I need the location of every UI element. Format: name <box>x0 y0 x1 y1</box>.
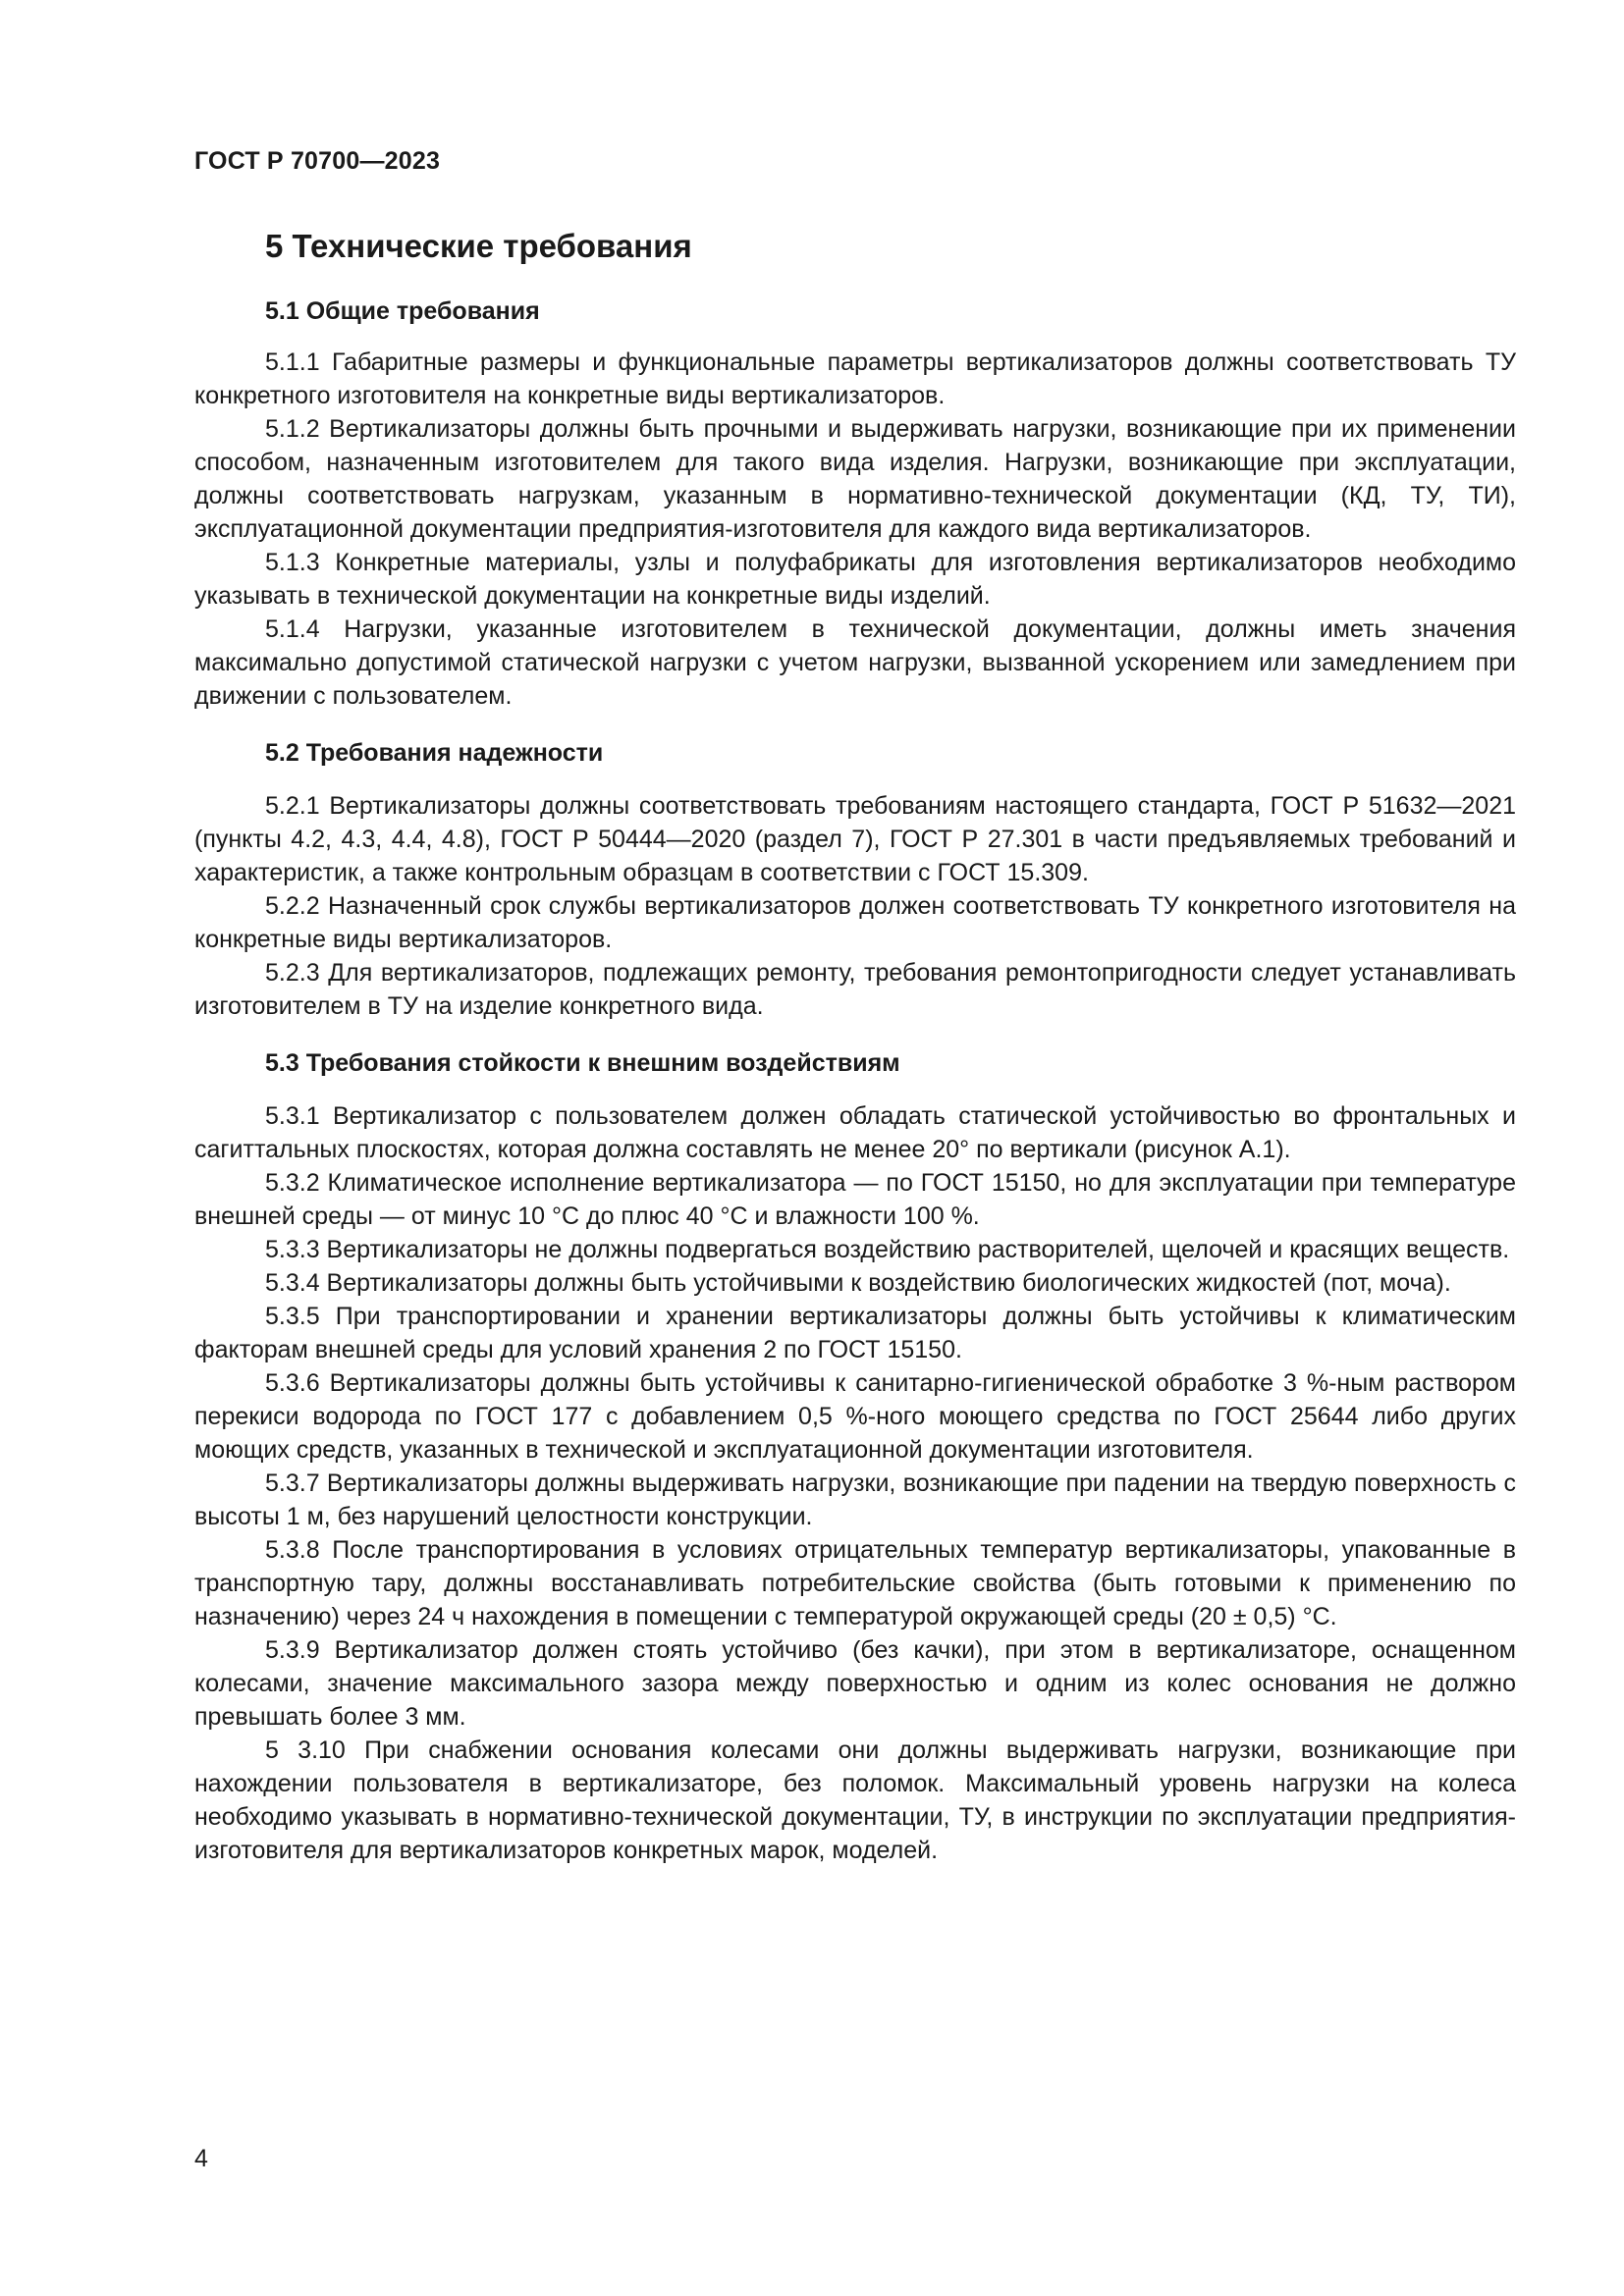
subsection-resistance-requirements <box>194 1046 1516 1867</box>
page-number: 4 <box>194 2145 208 2172</box>
paragraph-5-3-1: 5.3.1 Вертикализатор с пользователем должен обладать статической устойчивостью во фронтальных и сагиттальных плоскостях, которая должна составлять не менее 20° по вертикали (рисунок А.1). <box>194 1102 1516 1163</box>
paragraph-5-3-3: 5.3.3 Вертикализаторы не должны подвергаться воздействию растворителей, щелочей и красящих веществ. <box>265 1236 1510 1263</box>
paragraph-5-1-1: 5.1.1 Габаритные размеры и функциональные параметры вертикализаторов должны соответствовать ТУ конкретного изготовителя на конкретные виды вертикализаторов. <box>194 348 1516 409</box>
paragraph-5-1-2: 5.1.2 Вертикализаторы должны быть прочными и выдерживать нагрузки, возникающие при их применении способом, назначенным изготовителем для такого вида изделия. Нагрузки, возникающие при эксплуатации, должны соответствовать нагрузкам, указанным в нормативно-технической документации (КД, ТУ, ТИ), эксплуатационной документации предприятия-изготовителя для каждого вида вертикализаторов. <box>194 415 1516 543</box>
paragraph-5-2-2: 5.2.2 Назначенный срок службы вертикализаторов должен соответствовать ТУ конкретного изготовителя на конкретные виды вертикализаторов. <box>194 892 1516 953</box>
section-title: 5 Технические требования <box>265 228 692 264</box>
document-code-header: ГОСТ Р 70700—2023 <box>194 147 441 175</box>
paragraph-5-3-6: 5.3.6 Вертикализаторы должны быть устойчивы к санитарно-гигиенической обработке 3 %-ным раствором перекиси водорода по ГОСТ 177 с добавлением 0,5 %-ного моющего средства по ГОСТ 25644 либо других моющих средств, указанных в технической и эксплуатационной документации изготовителя. <box>194 1369 1516 1464</box>
paragraph-5-3-2: 5.3.2 Климатическое исполнение вертикализатора — по ГОСТ 15150, но для эксплуатации при температуре внешней среды — от минус 10 °С до плюс 40 °С и влажности 100 %. <box>194 1169 1516 1230</box>
paragraph-5-3-8: 5.3.8 После транспортирования в условиях отрицательных температур вертикализаторы, упакованные в транспортную тару, должны восстанавливать потребительские свойства (быть готовыми к применению по назначению) через 24 ч нахождения в помещении с температурой окружающей среды (20 ± 0,5) °С. <box>194 1536 1516 1630</box>
paragraph-5-3-7: 5.3.7 Вертикализаторы должны выдерживать нагрузки, возникающие при падении на твердую поверхность с высоты 1 м, без нарушений целостности конструкции. <box>194 1469 1516 1530</box>
subsection-title: 5.1 Общие требования <box>265 297 540 325</box>
paragraph-5-2-3: 5.2.3 Для вертикализаторов, подлежащих ремонту, требования ремонтопригодности следует устанавливать изготовителем в ТУ на изделие конкретного вида. <box>194 959 1516 1020</box>
document-page <box>194 147 1516 2189</box>
paragraph-5-1-3: 5.1.3 Конкретные материалы, узлы и полуфабрикаты для изготовления вертикализаторов необходимо указывать в технической документации на конкретные виды изделий. <box>194 549 1516 610</box>
section-body <box>194 294 1516 1867</box>
paragraph-5-1-4: 5.1.4 Нагрузки, указанные изготовителем в технической документации, должны иметь значения максимально допустимой статической нагрузки с учетом нагрузки, вызванной ускорением или замедлением при движении с пользователем. <box>194 615 1516 710</box>
subsection-title: 5.3 Требования стойкости к внешним воздействиям <box>265 1049 900 1077</box>
paragraph-5-3-4: 5.3.4 Вертикализаторы должны быть устойчивыми к воздействию биологических жидкостей (пот, моча). <box>265 1269 1451 1297</box>
subsection-general-requirements <box>194 294 1516 713</box>
subsection-title: 5.2 Требования надежности <box>265 739 604 767</box>
paragraph-5-3-10: 5 3.10 При снабжении основания колесами они должны выдерживать нагрузки, возникающие при нахождении пользователя в вертикализаторе, без поломок. Максимальный уровень нагрузки на колеса необходимо указывать в нормативно-технической документации, ТУ, в инструкции по эксплуатации предприятия-изготовителя для вертикализаторов конкретных марок, моделей. <box>194 1736 1516 1864</box>
paragraph-5-3-5: 5.3.5 При транспортировании и хранении вертикализаторы должны быть устойчивы к климатическим факторам внешней среды для условий хранения 2 по ГОСТ 15150. <box>194 1303 1516 1363</box>
paragraph-5-2-1: 5.2.1 Вертикализаторы должны соответствовать требованиям настоящего стандарта, ГОСТ Р 51632—2021 (пункты 4.2, 4.3, 4.4, 4.8), ГОСТ Р 50444—2020 (раздел 7), ГОСТ Р 27.301 в части предъявляемых требований и характеристик, а также контрольным образцам в соответствии с ГОСТ 15.309. <box>194 792 1516 886</box>
paragraph-5-3-9: 5.3.9 Вертикализатор должен стоять устойчиво (без качки), при этом в вертикализаторе, оснащенном колесами, значение максимального зазора между поверхностью и одним из колес основания не должно превышать более 3 мм. <box>194 1636 1516 1731</box>
subsection-reliability-requirements <box>194 736 1516 1023</box>
